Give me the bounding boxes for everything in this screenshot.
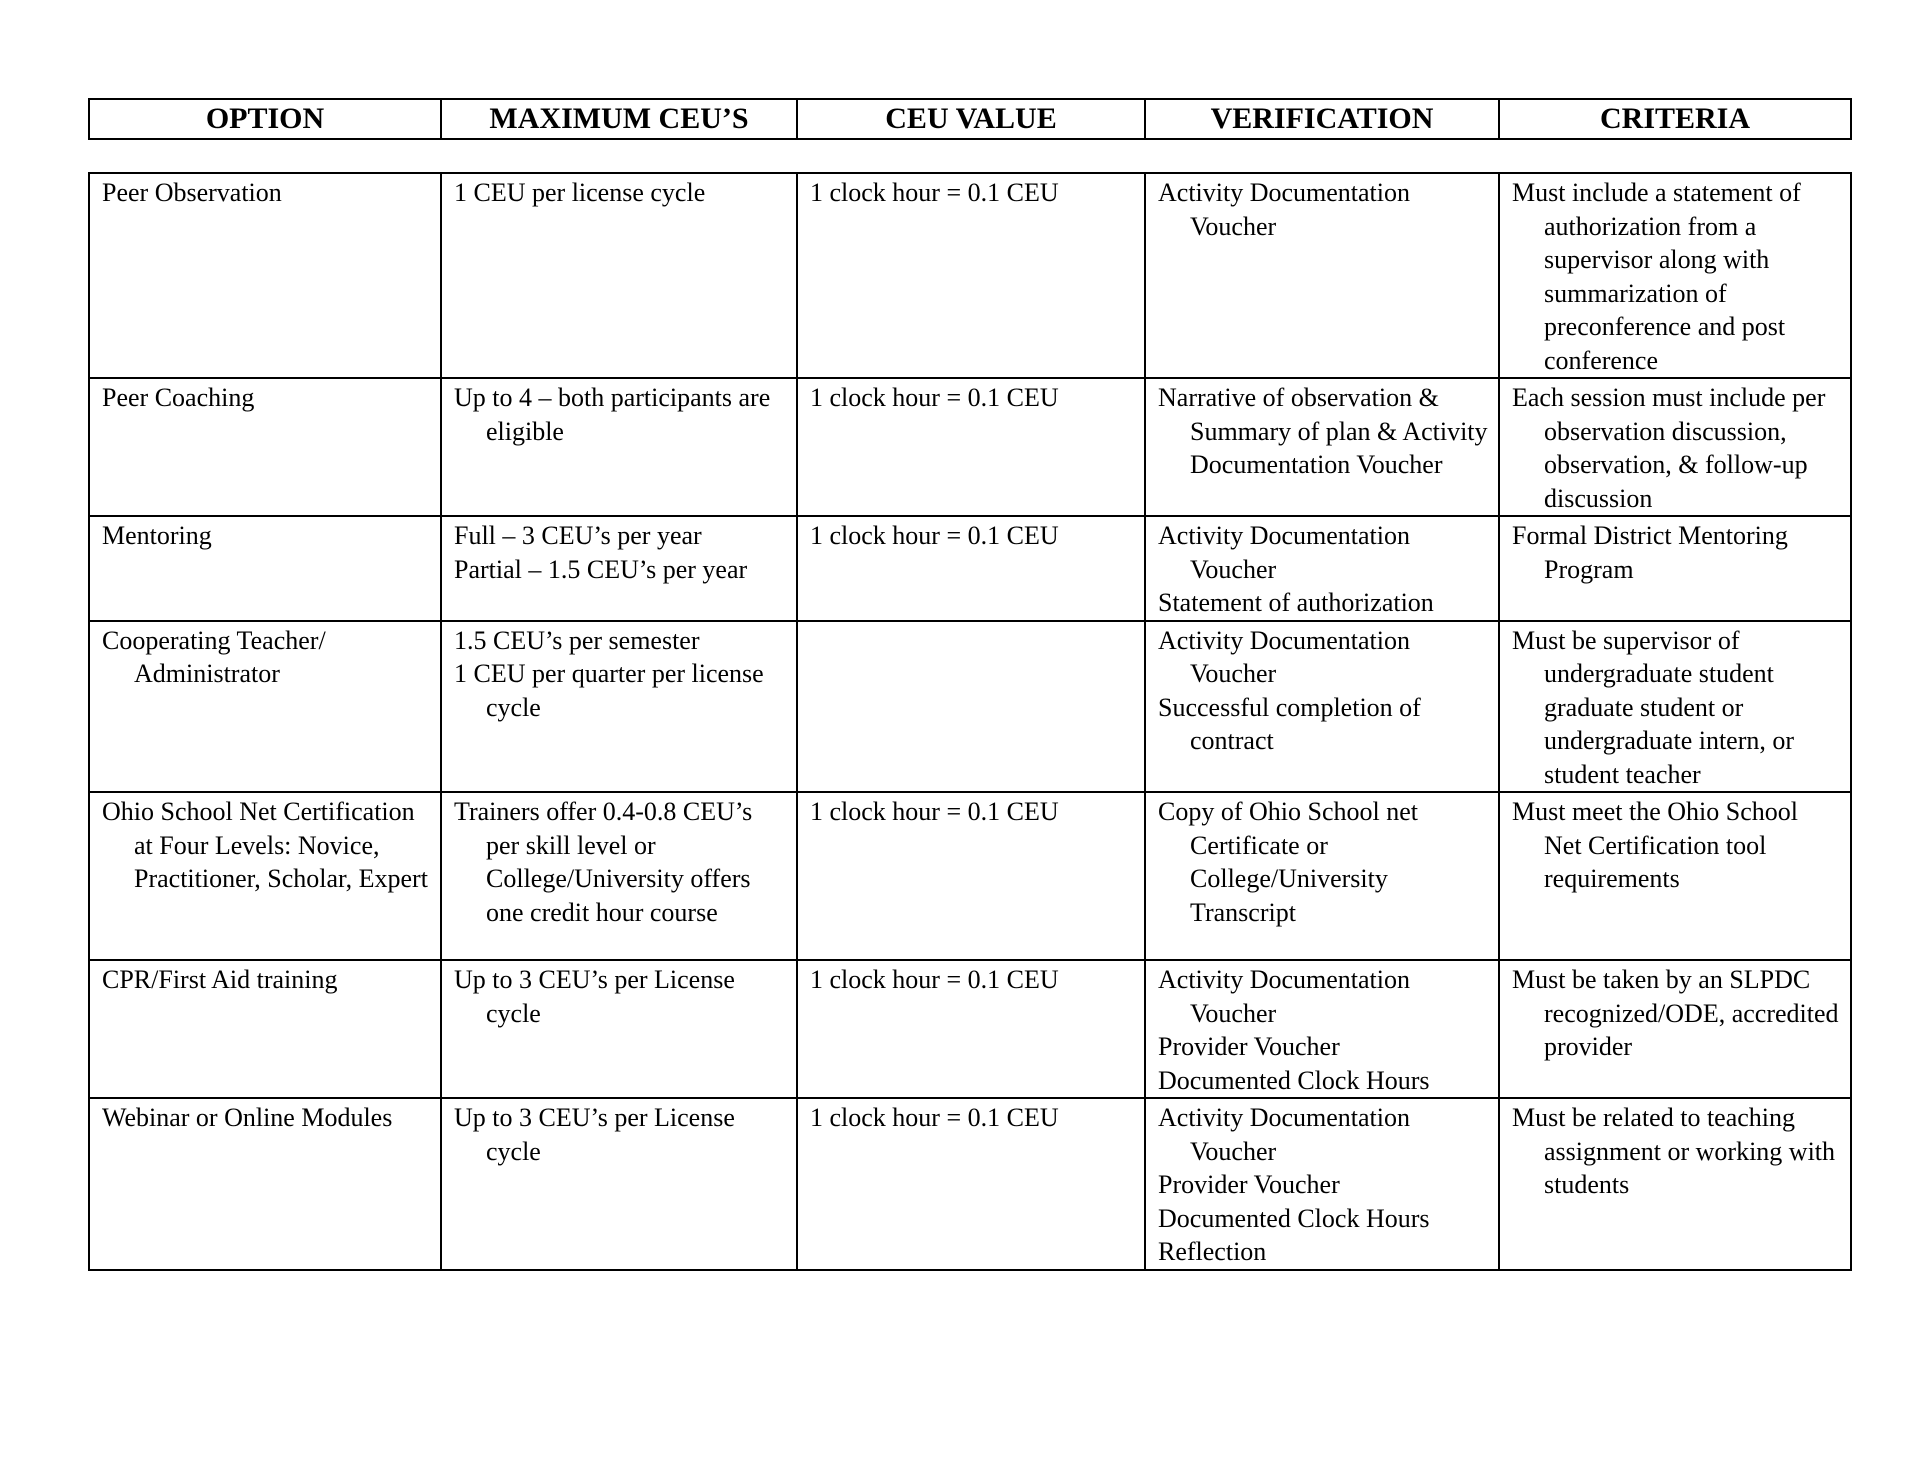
cell-line: 1 CEU per quarter per license cycle [454,659,764,722]
table-row [89,960,1851,1098]
table-row [89,792,1851,960]
ceu-value-cell [797,792,1145,960]
header-option: OPTION [89,99,441,139]
ceu-value-cell [797,516,1145,621]
criteria-cell [1499,960,1851,1098]
cell-line: Must meet the Ohio School Net Certification tool requirements [1512,797,1798,893]
cell-line: 1 clock hour = 0.1 CEU [810,521,1059,550]
verification-cell [1145,378,1499,516]
cell-line: 1 CEU per license cycle [454,178,706,207]
cell-line: Documented Clock Hours [1158,1065,1430,1095]
cell-line: Activity Documentation Voucher [1158,625,1411,688]
option-cell [89,621,441,793]
cell-line: Full – 3 CEU’s per year [454,521,702,550]
criteria-cell [1499,792,1851,960]
cell-line: Activity Documentation Voucher [1158,521,1411,584]
header-row [89,99,1851,139]
cell-line: 1.5 CEU’s per semester [454,625,700,655]
verification-cell [1145,1098,1499,1270]
verification-cell [1145,516,1499,621]
cell-line: Activity Documentation Voucher [1158,965,1411,1028]
ceu-value-cell [797,378,1145,516]
option-cell [89,173,441,378]
cell-line: Peer Coaching [102,383,255,412]
ceu-options-document [88,98,1850,1271]
cell-line: Must be taken by an SLPDC recognized/ODE, accredited provider [1512,965,1839,1061]
cell-line: Up to 3 CEU’s per License cycle [454,965,735,1028]
header-ceu-value: CEU VALUE [797,99,1145,139]
options-table-body [89,173,1851,1270]
ceu-value-cell [797,1098,1145,1270]
verification-cell [1145,173,1499,378]
header-table [88,98,1852,140]
cell-line: CPR/First Aid training [102,965,338,994]
maximum-ceus-cell [441,173,797,378]
cell-line: Documented Clock Hours [1158,1203,1430,1233]
cell-line: Successful completion of contract [1158,692,1421,755]
cell-line: 1 clock hour = 0.1 CEU [810,965,1059,994]
cell-line: 1 clock hour = 0.1 CEU [810,383,1059,412]
criteria-cell [1499,621,1851,793]
cell-line: Up to 3 CEU’s per License cycle [454,1103,735,1166]
criteria-cell [1499,516,1851,621]
cell-line: 1 clock hour = 0.1 CEU [810,1103,1059,1132]
cell-line: Provider Voucher [1158,1032,1340,1061]
cell-line: Narrative of observation & Summary of plan & Activity Documentation Voucher [1158,383,1488,479]
table-row [89,378,1851,516]
ceu-value-cell [797,960,1145,1098]
options-table [88,172,1852,1271]
cell-line: Statement of authorization [1158,588,1434,617]
cell-line: Partial – 1.5 CEU’s per year [454,554,748,584]
criteria-cell [1499,1098,1851,1270]
cell-line: Activity Documentation Voucher [1158,1103,1411,1166]
criteria-cell [1499,173,1851,378]
cell-line: 1 clock hour = 0.1 CEU [810,797,1059,826]
table-row [89,1098,1851,1270]
maximum-ceus-cell [441,1098,797,1270]
cell-line: Ohio School Net Certification at Four Levels: Novice, Practitioner, Scholar, Expert [102,797,428,893]
table-row [89,621,1851,793]
cell-line: Must be supervisor of undergraduate student graduate student or undergraduate intern, or student teacher [1512,625,1795,789]
cell-line: Must include a statement of authorization from a supervisor along with summarization of preconference and post conference [1512,178,1801,375]
header-maximum-ceus: MAXIMUM CEU’S [441,99,797,139]
verification-cell [1145,960,1499,1098]
cell-line: Peer Observation [102,178,282,207]
option-cell [89,792,441,960]
option-cell [89,1098,441,1270]
ceu-value-cell [797,621,1145,793]
maximum-ceus-cell [441,378,797,516]
maximum-ceus-cell [441,516,797,621]
option-cell [89,960,441,1098]
cell-line: Each session must include per observation discussion, observation, & follow-up discussion [1512,383,1826,513]
option-cell [89,378,441,516]
cell-line: Copy of Ohio School net Certificate or College/University Transcript [1158,797,1418,927]
verification-cell [1145,792,1499,960]
verification-cell [1145,621,1499,793]
table-row [89,173,1851,378]
cell-line: Trainers offer 0.4-0.8 CEU’s per skill level or College/University offers one credit hour course [454,797,753,927]
ceu-value-cell [797,173,1145,378]
header-criteria: CRITERIA [1499,99,1851,139]
cell-line: Provider Voucher [1158,1170,1340,1199]
cell-line: Webinar or Online Modules [102,1103,393,1132]
table-row [89,516,1851,621]
cell-line: 1 clock hour = 0.1 CEU [810,178,1059,207]
maximum-ceus-cell [441,792,797,960]
option-cell [89,516,441,621]
cell-line: Formal District Mentoring Program [1512,521,1788,584]
maximum-ceus-cell [441,621,797,793]
cell-line: Activity Documentation Voucher [1158,178,1411,241]
cell-line: Mentoring [102,521,212,550]
cell-line: Cooperating Teacher/ Administrator [102,625,326,688]
maximum-ceus-cell [441,960,797,1098]
cell-line: Must be related to teaching assignment or working with students [1512,1103,1836,1199]
cell-line: Up to 4 – both participants are eligible [454,383,771,446]
criteria-cell [1499,378,1851,516]
header-verification: VERIFICATION [1145,99,1499,139]
cell-line: Reflection [1158,1237,1267,1266]
